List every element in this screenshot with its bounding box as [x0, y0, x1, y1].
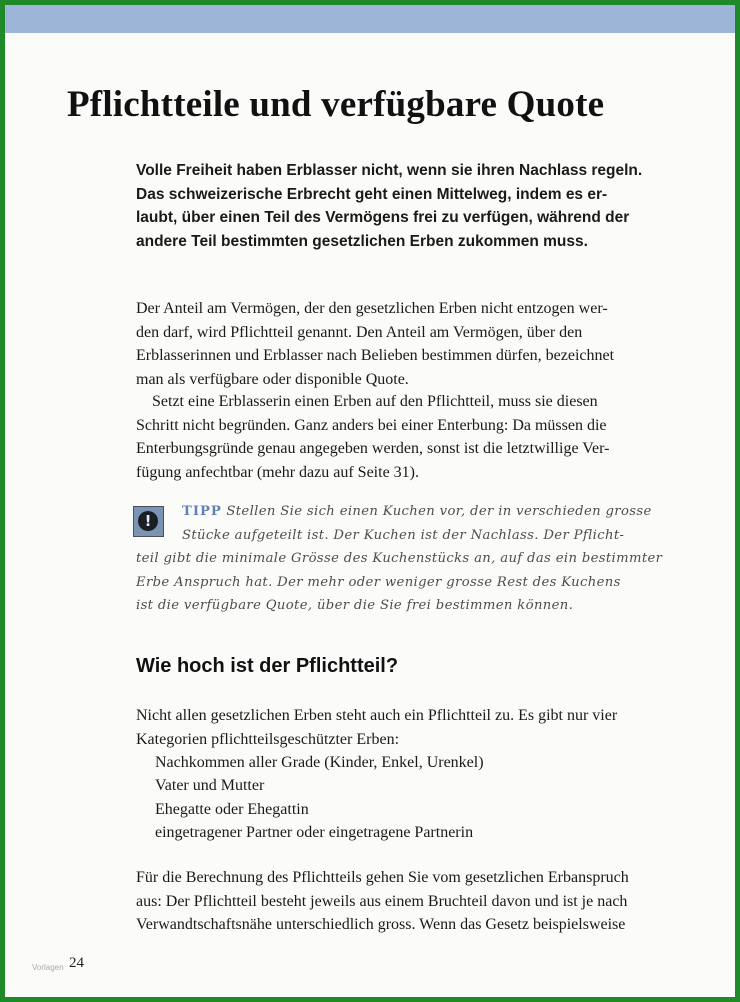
text-line: den darf, wird Pflichtteil genannt. Den Anteil am Vermögen, über den — [136, 323, 583, 341]
tip-text: Stellen Sie sich einen Kuchen vor, der in verschieden grosse — [226, 504, 652, 519]
text-line: Nicht allen gesetzlichen Erben steht auch ein Pflichtteil zu. Es gibt nur vier — [136, 707, 618, 724]
tip-label: TIPP — [182, 504, 222, 519]
text-line: Verwandtschaftsnähe unterschiedlich gross. Wenn das Gesetz beispielsweise — [136, 916, 626, 934]
text-line: Kategorien pflichtteilsgeschützter Erben: — [136, 730, 400, 748]
paragraph-enterbung — [136, 390, 681, 485]
text-line: Enterbungsgründe genau angegeben werden, sonst ist die letztwillige Ver- — [136, 440, 610, 458]
exclamation-circle: ! — [138, 511, 158, 531]
text-line: Erblasserinnen und Erblasser nach Belieben bestimmen dürfen, bezeichnet — [136, 347, 615, 365]
header-color-band — [5, 5, 735, 33]
intro-line: andere Teil bestimmten gesetzlichen Erben zukommen muss. — [136, 232, 588, 250]
text-line: Setzt eine Erblasserin einen Erben auf den Pflichtteil, muss sie diesen — [152, 393, 598, 410]
tip-box — [136, 500, 676, 618]
tip-line: teil gibt die minimale Grösse des Kuchenstücks an, auf das ein bestimmter — [136, 551, 663, 566]
tip-line: Erbe Anspruch hat. Der mehr oder weniger grosse Rest des Kuchens — [136, 574, 621, 590]
page-title: Pflichtteile und verfügbare Quote — [67, 84, 605, 125]
paragraph-calculation — [136, 866, 681, 937]
intro-line: laubt, über einen Teil des Vermögens frei zu verfügen, während der — [136, 209, 630, 226]
text-line: man als verfügbare oder disponible Quote. — [136, 371, 409, 389]
intro-line: Volle Freiheit haben Erblasser nicht, wenn sie ihren Nachlass regeln. — [136, 162, 643, 179]
section-heading: Wie hoch ist der Pflichtteil? — [136, 655, 399, 677]
heir-list — [155, 751, 484, 844]
paragraph-categories — [136, 704, 681, 751]
text-line: Für die Berechnung des Pflichtteils gehen Sie vom gesetzlichen Erbanspruch — [136, 869, 629, 886]
footer-label: Vorlagen — [32, 963, 64, 972]
list-item: eingetragener Partner oder eingetragene Partnerin — [155, 823, 474, 841]
tip-line — [136, 500, 676, 524]
text-line: Schritt nicht begründen. Ganz anders bei einer Enterbung: Da müssen die — [136, 416, 607, 434]
tip-line: Stücke aufgeteilt ist. Der Kuchen ist der Nachlass. Der Pflicht- — [182, 527, 625, 543]
page-number: 24 — [69, 955, 84, 971]
text-line: Der Anteil am Vermögen, der den gesetzlichen Erben nicht entzogen wer- — [136, 300, 608, 317]
text-line: aus: Der Pflichtteil besteht jeweils aus einem Bruchteil davon und ist je nach — [136, 892, 628, 910]
paragraph-pflichtteil-definition — [136, 297, 681, 392]
text-line: fügung anfechtbar (mehr dazu auf Seite 31). — [136, 464, 419, 482]
document-page — [5, 5, 735, 997]
intro-paragraph — [136, 159, 676, 253]
list-item: Ehegatte oder Ehegattin — [155, 800, 309, 818]
intro-line: Das schweizerische Erbrecht geht einen Mittelweg, indem es er- — [136, 185, 608, 203]
tip-line: ist die verfügbare Quote, über die Sie frei bestimmen können. — [136, 598, 574, 613]
list-item: Vater und Mutter — [155, 777, 265, 795]
list-item: Nachkommen aller Grade (Kinder, Enkel, Urenkel) — [155, 754, 484, 771]
